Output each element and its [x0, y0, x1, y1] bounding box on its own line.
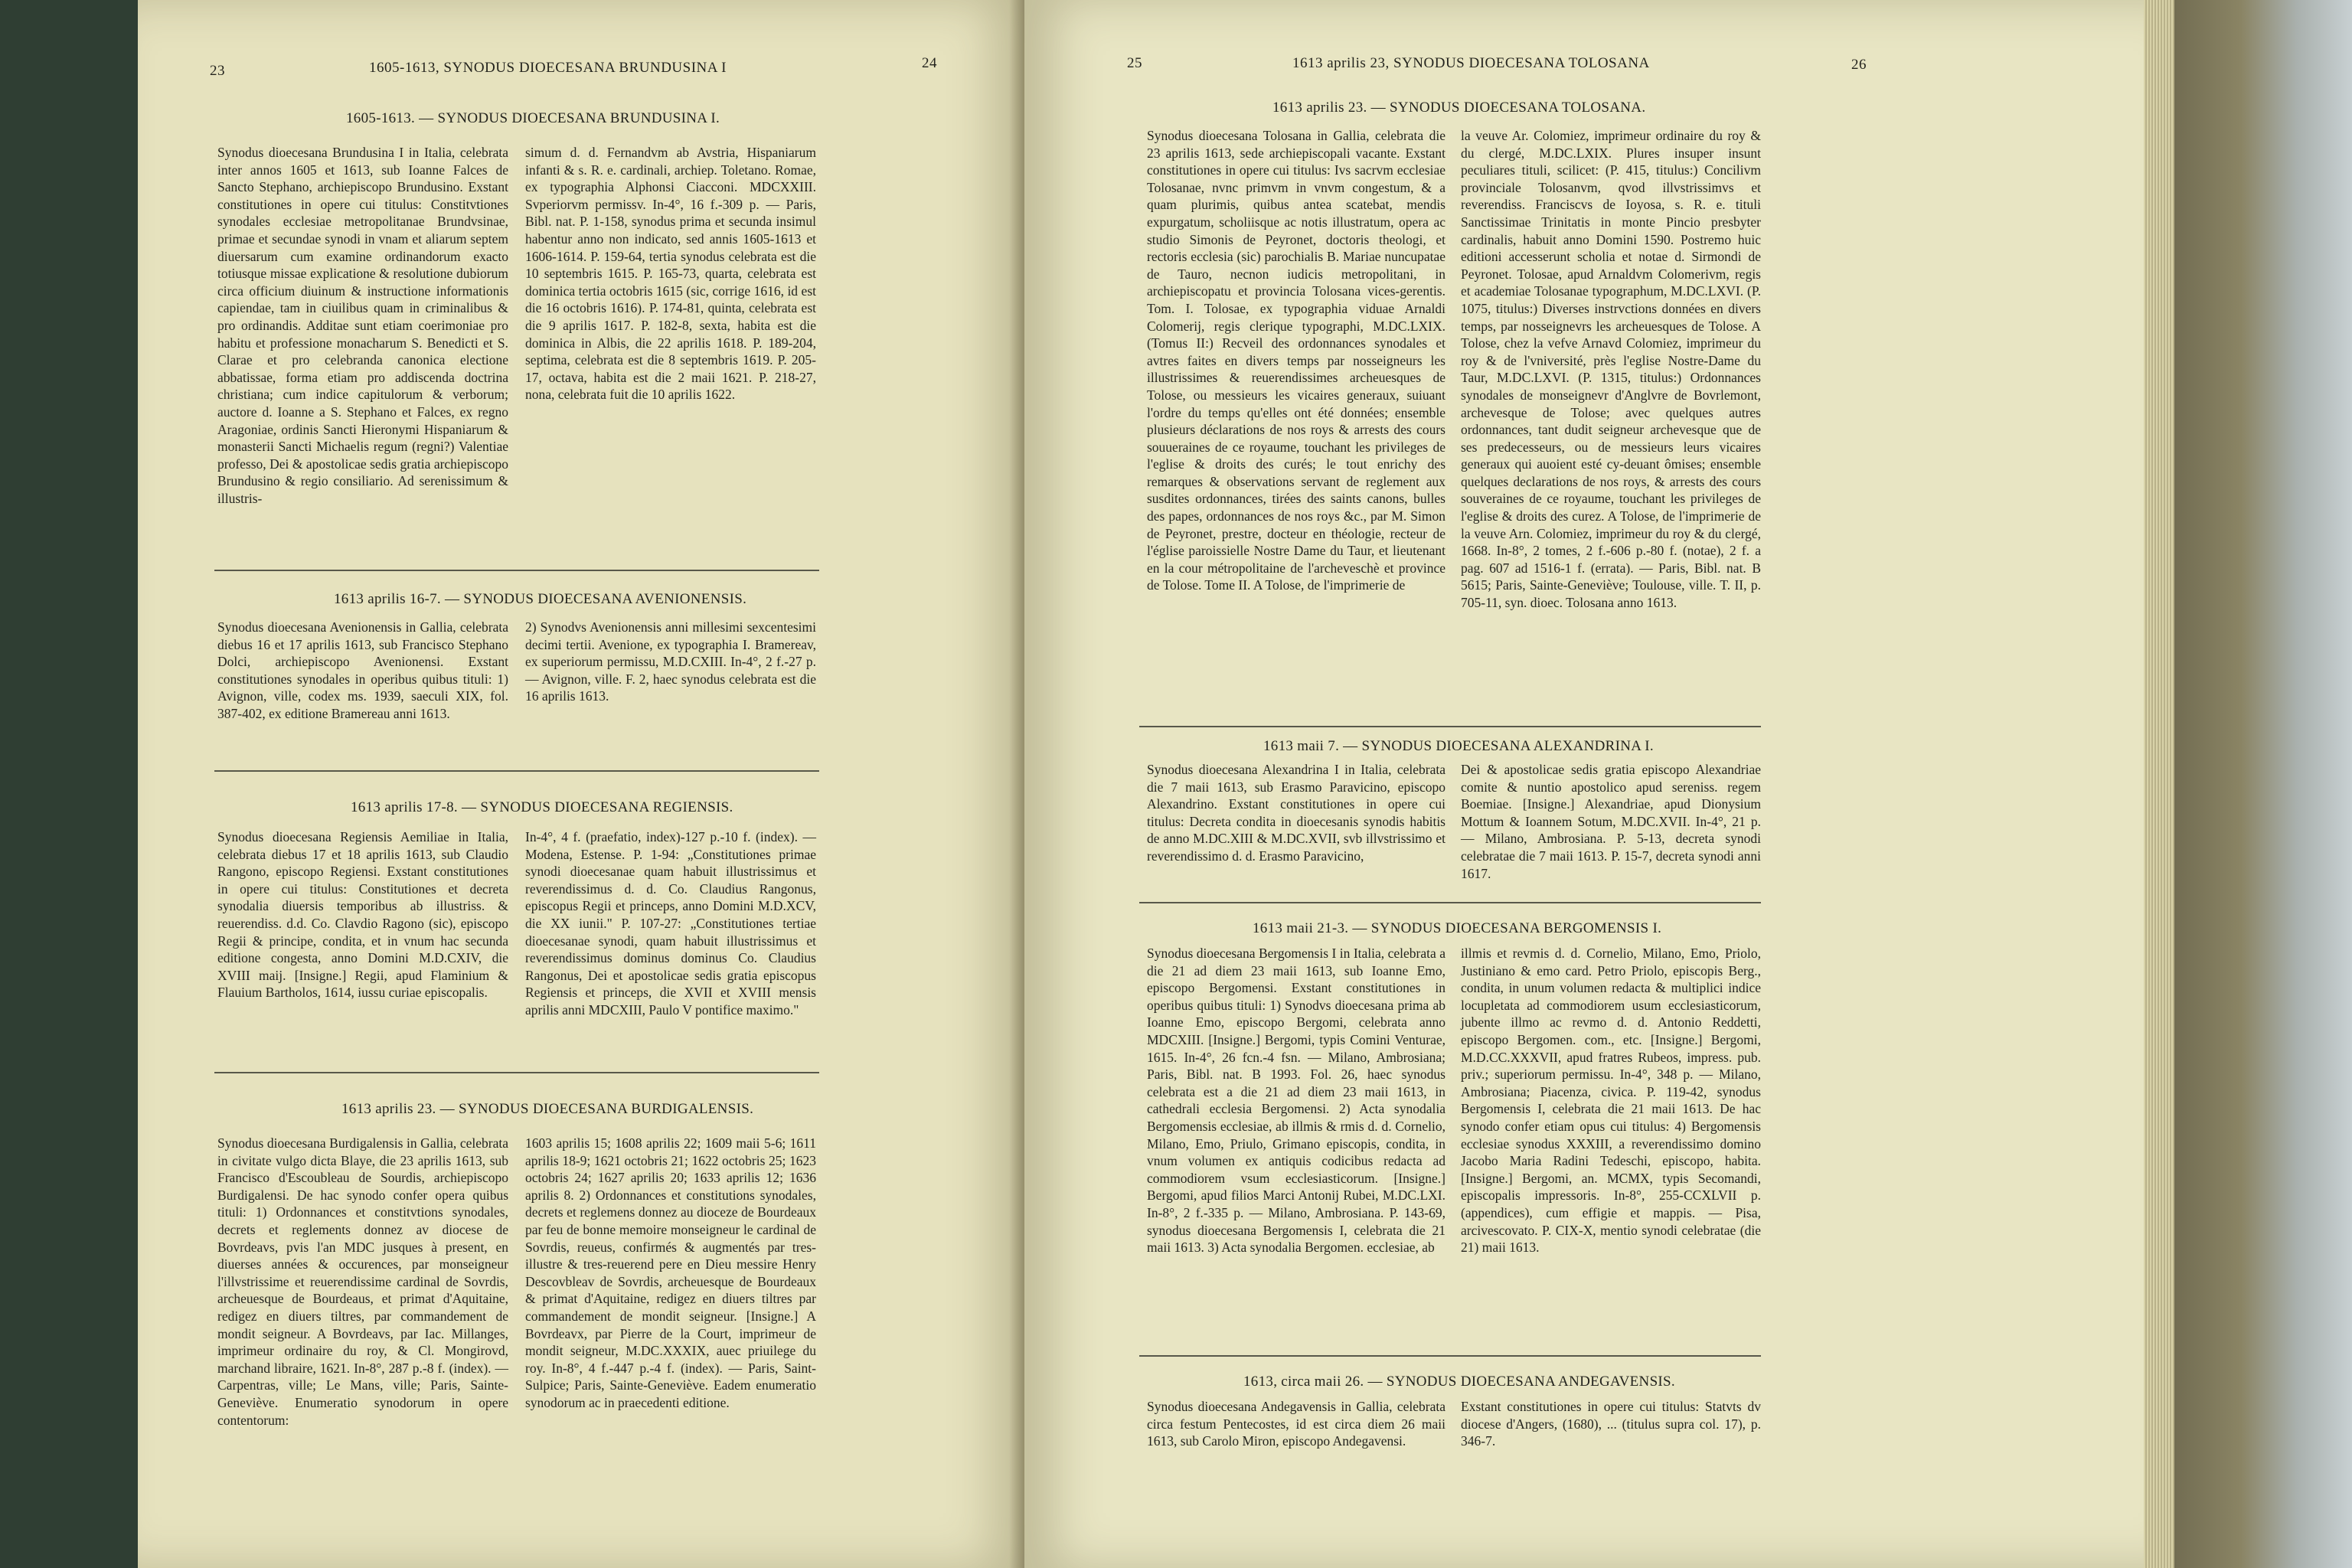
entry-text: Synodus dioecesana Regiensis Aemiliae in Italia, celebrata diebus 17 et 18 aprilis 1613, sub Claudio Rangono, episcopo Regiensi. Exstant constitutiones in opere cui titulus: Constitutiones et decreta synodalia diuersis temporibus ab illustriss. & reuerendiss. d.d. Co. Clavdio Ragono (sic), episcopo Regii & principe, condita, et in vnum hac secunda editione congesta, anno Domini M.D.CXIV, die XVIII maij. [Insigne.] Regii, apud Flaminium & Flauium Bartholos, 1614, iussu curiae episcopalis.	[217, 829, 508, 1001]
entry-column-left	[1147, 945, 1446, 1256]
entry-column-right	[525, 144, 816, 403]
entry-text: Synodus dioecesana Avenionensis in Gallia, celebrata diebus 16 et 17 aprilis 1613, sub Francisco Stephano Dolci, archiepiscopo Avenionensi. Exstant constitutiones synodales in operibus quibus tituli: 1) Avignon, ville, codex ms. 1939, saeculi XIX, fol. 387-402, ex editione Bramereau anni 1613.	[217, 619, 508, 721]
entry-column-left	[217, 619, 508, 723]
entry-title: 1613 aprilis 16-7. — SYNODUS DIOECESANA AVENIONENSIS.	[334, 591, 747, 607]
entry-title: 1613 aprilis 23. — SYNODUS DIOECESANA TOLOSANA.	[1272, 100, 1646, 116]
section-divider	[214, 1072, 819, 1073]
page-number-right-a: 25	[1127, 55, 1142, 71]
page-number-left-b: 24	[922, 55, 937, 71]
entry-column-right	[1461, 127, 1761, 612]
entry-text: simum d. d. Fernandvm ab Avstria, Hispaniarum infanti & s. R. e. cardinali, archiep. Toletano. Romae, ex typographia Alphonsi Ciacconi. MDCXXIII. Svperiorvm permissv. In-4°, 16 f.-309 p. — Paris, Bibl. nat. P. 1-158, synodus prima et secunda insimul habentur anno non indicato, sed annis 1605-1613 et 1606-1614. P. 159-64, tertia synodus celebrata est die 10 septembris 1615. P. 165-73, quarta, celebrata est dominica tertia octobris 1615 (sic, corrige 1616, id est die 16 octobris 1616). P. 174-81, quinta, celebrata est die 9 aprilis 1617. P. 182-8, sexta, habita est die dominica in Albis, die 22 aprilis 1618. P. 189-204, septima, celebrata est die 8 septembris 1619. P. 205-17, octava, habita est die 2 maii 1621. P. 218-27, nona, celebrata fuit die 10 aprilis 1622.	[525, 145, 816, 403]
entry-title: 1613 aprilis 23. — SYNODUS DIOECESANA BURDIGALENSIS.	[341, 1101, 754, 1117]
entry-column-left	[1147, 761, 1446, 865]
section-divider	[1139, 1355, 1761, 1357]
entry-column-right	[1461, 945, 1761, 1256]
right-page	[1024, 0, 2158, 1568]
entry-title: 1613 maii 7. — SYNODUS DIOECESANA ALEXANDRINA I.	[1263, 738, 1654, 754]
entry-column-right	[525, 1135, 816, 1412]
entry-text: Dei & apostolicae sedis gratia episcopo Alexandriae comite & nuntio apostolico apud sereniss. regem Boemiae. [Insigne.] Alexandriae, apud Dionysium Mottum & Ioannem Sotum, M.DC.XVII. In-4°, 21 p. — Milano, Ambrosiana. P. 5-13, decreta synodi celebratae die 7 maii 1613. P. 15-7, decreta synodi anni 1617.	[1461, 762, 1761, 881]
page-number-right-b: 26	[1851, 57, 1867, 73]
entry-title: 1613, circa maii 26. — SYNODUS DIOECESANA ANDEGAVENSIS.	[1243, 1374, 1675, 1390]
section-divider	[214, 770, 819, 772]
entry-column-left	[1147, 127, 1446, 594]
section-divider	[214, 570, 819, 571]
entry-title: 1613 maii 21-3. — SYNODUS DIOECESANA BERGOMENSIS I.	[1253, 920, 1662, 936]
entry-text: Exstant constitutiones in opere cui titulus: Statvts dv diocese d'Angers, (1680), ... (titulus supra col. 17), p. 346-7.	[1461, 1399, 1761, 1449]
entry-column-right	[1461, 761, 1761, 882]
entry-text: Synodus dioecesana Brundusina I in Italia, celebrata inter annos 1605 et 1613, sub Ioanne Falces de Sancto Stephano, archiepiscopo Brundusino. Exstant constitutiones in opere cui titulus: Constitvtiones synodales ecclesiae metropolitanae Brundvsinae, primae et secundae synodi in vnam et aliarum septem diuersarum cum examine ordinandorum exacto totiusque missae explicatione & resolutione dubiorum circa officium diuinum & instructione informationis capiendae, tam in ciuilibus quam in criminalibus & pro ordinandis. Additae sunt etiam coerimoniae pro habitu et professione monacharum S. Benedicti et S. Clarae et pro celebranda canonica electione abbatissae, forma etiam pro addiscenda doctrina christiana; cum indice capitulorum & verborum; auctore d. Ioanne a S. Stephano et Falces, ex regno Aragoniae, ordinis Sancti Hieronymi Hispaniarum & monasterii Sancti Michaelis regum (regni?) Valentiae professo, Dei & apostolicae sedis gratia archiepiscopo Brundusino & regio consiliario. Ad serenissimum & illustris-	[217, 145, 508, 506]
entry-column-right	[525, 619, 816, 705]
entry-column-right	[1461, 1398, 1761, 1450]
entry-column-left	[1147, 1398, 1446, 1450]
entry-title: 1605-1613. — SYNODUS DIOECESANA BRUNDUSINA I.	[346, 110, 720, 126]
entry-text: 2) Synodvs Avenionensis anni millesimi sexcentesimi decimi tertii. Avenione, ex typographia I. Bramereav, ex superiorum permissu, M.D.CXIII. In-4°, 2 f.-27 p. — Avignon, ville. F. 2, haec synodus celebrata est die 16 aprilis 1613.	[525, 619, 816, 704]
entry-column-left	[217, 144, 508, 507]
entry-text: la veuve Ar. Colomiez, imprimeur ordinaire du roy & du clergé, M.DC.LXIX. Plures insuper insunt peculiares tituli, scilicet: (P. 415, titulus:) Concilivm provinciale Tolosanvm, qvod illvstrissimvs et reverendiss. Franciscvs de Ioyosa, s. R. e. tituli Sanctissimae Trinitatis in monte Pincio presbyter cardinalis, habuit anno Domini 1590. Postremo huic editioni accesserunt scholia et notae d. Sirmondi de Peyronet. Tolosae, apud Arnaldvm Colomerivm, regis et academiae Tolosanae typographum, M.DC.LXVI. (P. 1075, titulus:) Diverses instrvctions données en divers temps, par nosseignevrs les archeuesques de Tolose. A Tolose, chez la vefve Arnavd Colomiez, imprimeur du roy & de l'vniversité, près l'eglise Nostre-Dame du Taur, M.DC.LXVI. (P. 1315, titulus:) Ordonnances synodales de monseignevr d'Anglvre de Bovrlemont, archevesque de Tolose; avec quelques autres ordonnances, tant dudit seigneur archevesque que de ses predecesseurs, ou de messieurs leurs vicaires generaux qui auoient esté cy-deuant ômises; ensemble quelques declarations de nos roys, & arrests des cours souveraines de ce royaume, touchant les privileges de l'eglise & droits des curez. A Tolose, de l'imprimerie de la veuve Arn. Colomiez, imprimeur du roy & du clergé, 1668. In-8°, 2 tomes, 2 f.-606 p.-80 f. (notae), 2 f. a pag. 607 ad 1516-1 f. (errata). — Paris, Bibl. nat. B 5615; Paris, Sainte-Geneviève; Toulouse, ville. T. II, p. 705-11, syn. dioec. Tolosana anno 1613.	[1461, 128, 1761, 611]
running-header-right: 1613 aprilis 23, SYNODUS DIOECESANA TOLOSANA	[1292, 55, 1650, 71]
section-divider	[1139, 902, 1761, 903]
entry-text: Synodus dioecesana Andegavensis in Gallia, celebrata circa festum Pentecostes, id est circa diem 26 maii 1613, sub Carolo Miron, episcopo Andegavensi.	[1147, 1399, 1446, 1449]
entry-text: illmis et revmis d. d. Cornelio, Milano, Emo, Priolo, Justiniano & emo card. Petro Priolo, episcopis Berg., condita, in unum volumen redacta & multiplici indice locupletata ad commodiorem usum ecclesiasticorum, jubente illmo ac revmo d. d. Antonio Reddetti, episcopo Bergomen. com., etc. [Insigne.] Bergomi, M.D.CC.XXXVII, apud fratres Rubeos, impress. pub. priv.; superiorum permissu. In-4°, 348 p. — Milano, Ambrosiana; Piacenza, civica. P. 119-42, synodus Bergomensis I, celebrata die 21 maii 1613. De hac synodo confer etiam opus cui titulus: 4) Bergomensis ecclesiae synodus XXXIII, a reverendissimo domino Jacobo Maria Radini Tedeschi, episcopo, habita. [Insigne.] Bergomi, an. MCMX, typis Secomandi, episcopalis impressoris. In-8°, 255-CCXLVII p. (appendices), cum effigie et mappis. — Pisa, arcivescovato. P. CIX-X, mentio synodi celebratae (die 21) maii 1613.	[1461, 946, 1761, 1256]
entry-text: Synodus dioecesana Tolosana in Gallia, celebrata die 23 aprilis 1613, sede archiepiscopali vacante. Exstant constitutiones in opere cui titulus: Ivs sacrvm ecclesiae Tolosanae, nvnc primvm in vnvm congestum, & a quam plurimis, quibus antea scatebat, mendis expurgatum, scholiisque ac notis illustratum, opera ac studio Simonis de Peyronet, doctoris theologi, et rectoris ecclesia (sic) parochialis B. Mariae nuncupatae de Tauro, necnon iudicis metropolitani, in archiepiscopatu et provincia Tolosana vices-gerentis. Tom. I. Tolosae, ex typographia viduae Arnaldi Colomerij, regis clerique typographi, M.DC.LXIX. (Tomus II:) Recveil des ordonnances synodales et avtres faites en divers temps par nosseigneurs les illustrissimes & reuerendissimes archeuesques de Tolose, ou messieurs les vicaires generaux, suiuant l'ordre du temps qu'elles ont été données; ensemble plusieurs déclarations de nos roys & arrests des cours souueraines de ce royaume, touchant les privileges de l'eglise & droits des curés; le tout enrichy des remarques & observations servant de reglement aux susdites ordonnances, tirées des saints canons, bulles des papes, ordonnances de nos roys &c., par M. Simon de Peyronet, prestre, docteur en théologie, recteur de l'église paroissielle Nostre Dame du Taur, et lieutenant en la cour métropolitaine de l'archeveschè et province de Tolose. Tome II. A Tolose, de l'imprimerie de	[1147, 128, 1446, 593]
page-number-left-a: 23	[210, 63, 225, 79]
entry-text: Synodus dioecesana Alexandrina I in Italia, celebrata die 7 maii 1613, sub Erasmo Paravicino, episcopo Alexandrino. Exstant constitutiones in opere cui titulus: Decreta condita in dioecesanis synodis habitis de anno M.DC.XIII & M.DC.XVII, svb illvstrissimo et reverendissimo d. d. Erasmo Paravicino,	[1147, 762, 1446, 864]
entry-column-left	[217, 1135, 508, 1429]
entry-column-left	[217, 828, 508, 1001]
section-divider	[1139, 726, 1761, 727]
entry-text: Synodus dioecesana Bergomensis I in Italia, celebrata a die 21 ad diem 23 maii 1613, sub Ioanne Emo, episcopo Bergomensi. Exstant constitutiones in operibus quibus tituli: 1) Synodvs dioecesana prima ab Ioanne Emo, episcopo Bergomi, celebrata anno MDCXIII. [Insigne.] Bergomi, typis Comini Venturae, 1615. In-4°, 26 fcn.-4 fsn. — Milano, Ambrosiana; Paris, Bibl. nat. B 1993. Fol. 26, haec synodus celebrata est a die 21 ad diem 23 maii 1613, in cathedrali ecclesia Bergomensi. 2) Acta synodalia Bergomensis ecclesiae, ab illmis & rmis d. d. Cornelio, Milano, Emo, Priulo, Grimano episcopis, condita, in vnum volumen ex antiquis codicibus redacta ad commodiorem vsum ecclesiasticorum. [Insigne.] Bergomi, apud filios Marci Antonij Rubei, M.DC.LXI. In-8°, 2 f.-335 p. — Milano, Ambrosiana. P. 143-69, synodus dioecesana Bergomensis I, celebrata die 21 maii 1613. 3) Acta synodalia Bergomen. ecclesiae, ab	[1147, 946, 1446, 1256]
running-header-left: 1605-1613, SYNODUS DIOECESANA BRUNDUSINA I	[369, 60, 727, 76]
entry-text: 1603 aprilis 15; 1608 aprilis 22; 1609 maii 5-6; 1611 aprilis 18-9; 1621 octobris 21; 1622 octobris 25; 1623 octobris 24; 1627 aprilis 20; 1633 aprilis 12; 1636 aprilis 8. 2) Ordonnances et constitutions synodales, decrets et reglemens donnez au dioceze de Bourdeaux par feu de bonne memoire monseigneur le cardinal de Sovrdis, reueus, confirmés & augmentés par tres-illustre & tres-reuerend pere en Dieu messire Henry Descovbleav de Sovrdis, archeuesque de Bourdeaux & primat d'Aquitaine, redigez en diuers tiltres par commandement de mondit seigneur. [Insigne.] A Bovrdeavx, par Pierre de la Court, imprimeur de mondit seigneur, M.DC.XXXIX, auec priuilege du roy. In-8°, 4 f.-447 p.-4 f. (index). — Paris, Saint-Sulpice; Paris, Sainte-Geneviève. Eadem enumeratio synodorum ac in praecedenti editione.	[525, 1135, 816, 1410]
left-page	[138, 0, 1024, 1568]
entry-text: In-4°, 4 f. (praefatio, index)-127 p.-10 f. (index). — Modena, Estense. P. 1-94: „Constitutiones primae synodi dioecesanae quam habuit illustrissimus et reverendissimus d. d. Co. Claudius Rangonus, episcopus Regii et princeps, anno Domini M.D.XCV, die XX iunii." P. 107-27: „Constitutiones tertiae dioecesanae synodi, quam habuit illustrissimus et reverendissimus dominus dominus Co. Claudius Rangonus, Dei et apostolicae sedis gratia episcopus Regiensis et princeps, die XVII et XVIII mensis aprilis anni MDCXIII, Paulo V pontifice maximo."	[525, 829, 816, 1018]
background-wall	[2167, 0, 2352, 1568]
book-page-edges	[2144, 0, 2174, 1568]
entry-column-right	[525, 828, 816, 1019]
entry-text: Synodus dioecesana Burdigalensis in Gallia, celebrata in civitate vulgo dicta Blaye, die 23 aprilis 1613, sub Francisco d'Escoubleau de Sourdis, archiepiscopo Burdigalensi. De hac synodo confer opera quibus tituli: 1) Ordonnances et constitvtions synodales, decrets et reglements donnez av diocese de Bovrdeavs, pvis l'an MDC jusques à present, en diuerses années & occurences, par monseigneur l'illvstrissime et reuerendissime cardinal de Sovrdis, archeuesque de Bourdeaus, et primat d'Aquitaine, redigez en diuers tiltres, par commandement de mondit seigneur. A Bovrdeavs, par Iac. Millanges, imprimeur ordinaire du roy, & Cl. Mongirovd, marchand libraire, 1621. In-8°, 287 p.-8 f. (index). — Carpentras, ville; Le Mans, ville; Paris, Sainte-Geneviève. Enumeratio synodorum in opere contentorum:	[217, 1135, 508, 1428]
entry-title: 1613 aprilis 17-8. — SYNODUS DIOECESANA REGIENSIS.	[351, 799, 733, 815]
